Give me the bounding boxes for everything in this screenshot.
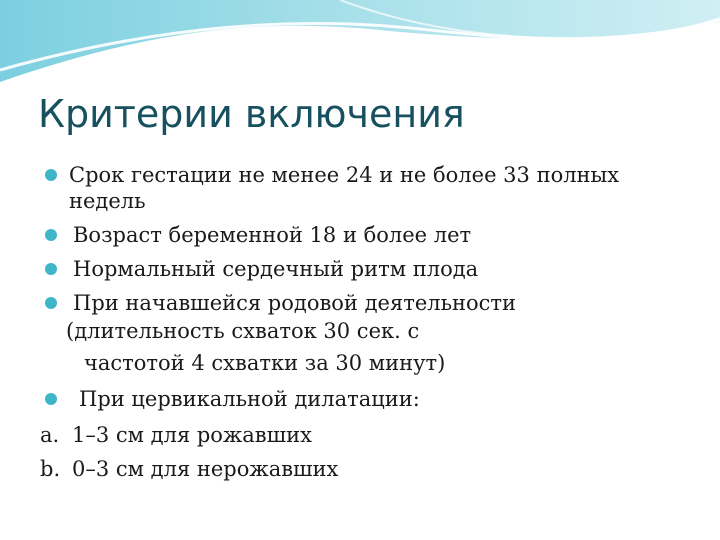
bullet-text: При цервикальной дилатации:	[79, 387, 420, 411]
sub-item-marker: a.	[40, 423, 60, 447]
sub-item-text: 0–3 см для нерожавших	[72, 457, 339, 481]
decorative-wave-header	[0, 0, 720, 90]
bullet-text: При начавшейся родовой деятельности	[73, 291, 517, 315]
bullet-dot-icon	[45, 393, 57, 405]
bullet-dot-icon	[45, 297, 57, 309]
sub-item-text: 1–3 см для рожавших	[72, 423, 312, 447]
bullet-continuation: частотой 4 схватки за 30 минут)	[84, 351, 446, 375]
sub-item-marker: b.	[40, 457, 61, 481]
bullet-continuation: недель	[69, 189, 146, 213]
bullet-dot-icon	[45, 263, 57, 275]
bullet-dot-icon	[45, 229, 57, 241]
slide-title: Критерии включения	[38, 92, 465, 136]
bullet-text: Нормальный сердечный ритм плода	[73, 257, 479, 281]
bullet-text: Возраст беременной 18 и более лет	[73, 223, 472, 247]
bullet-continuation: (длительность схваток 30 сек. с	[66, 319, 420, 343]
bullet-text: Срок гестации не менее 24 и не более 33 полных	[69, 163, 620, 187]
bullet-dot-icon	[45, 169, 57, 181]
